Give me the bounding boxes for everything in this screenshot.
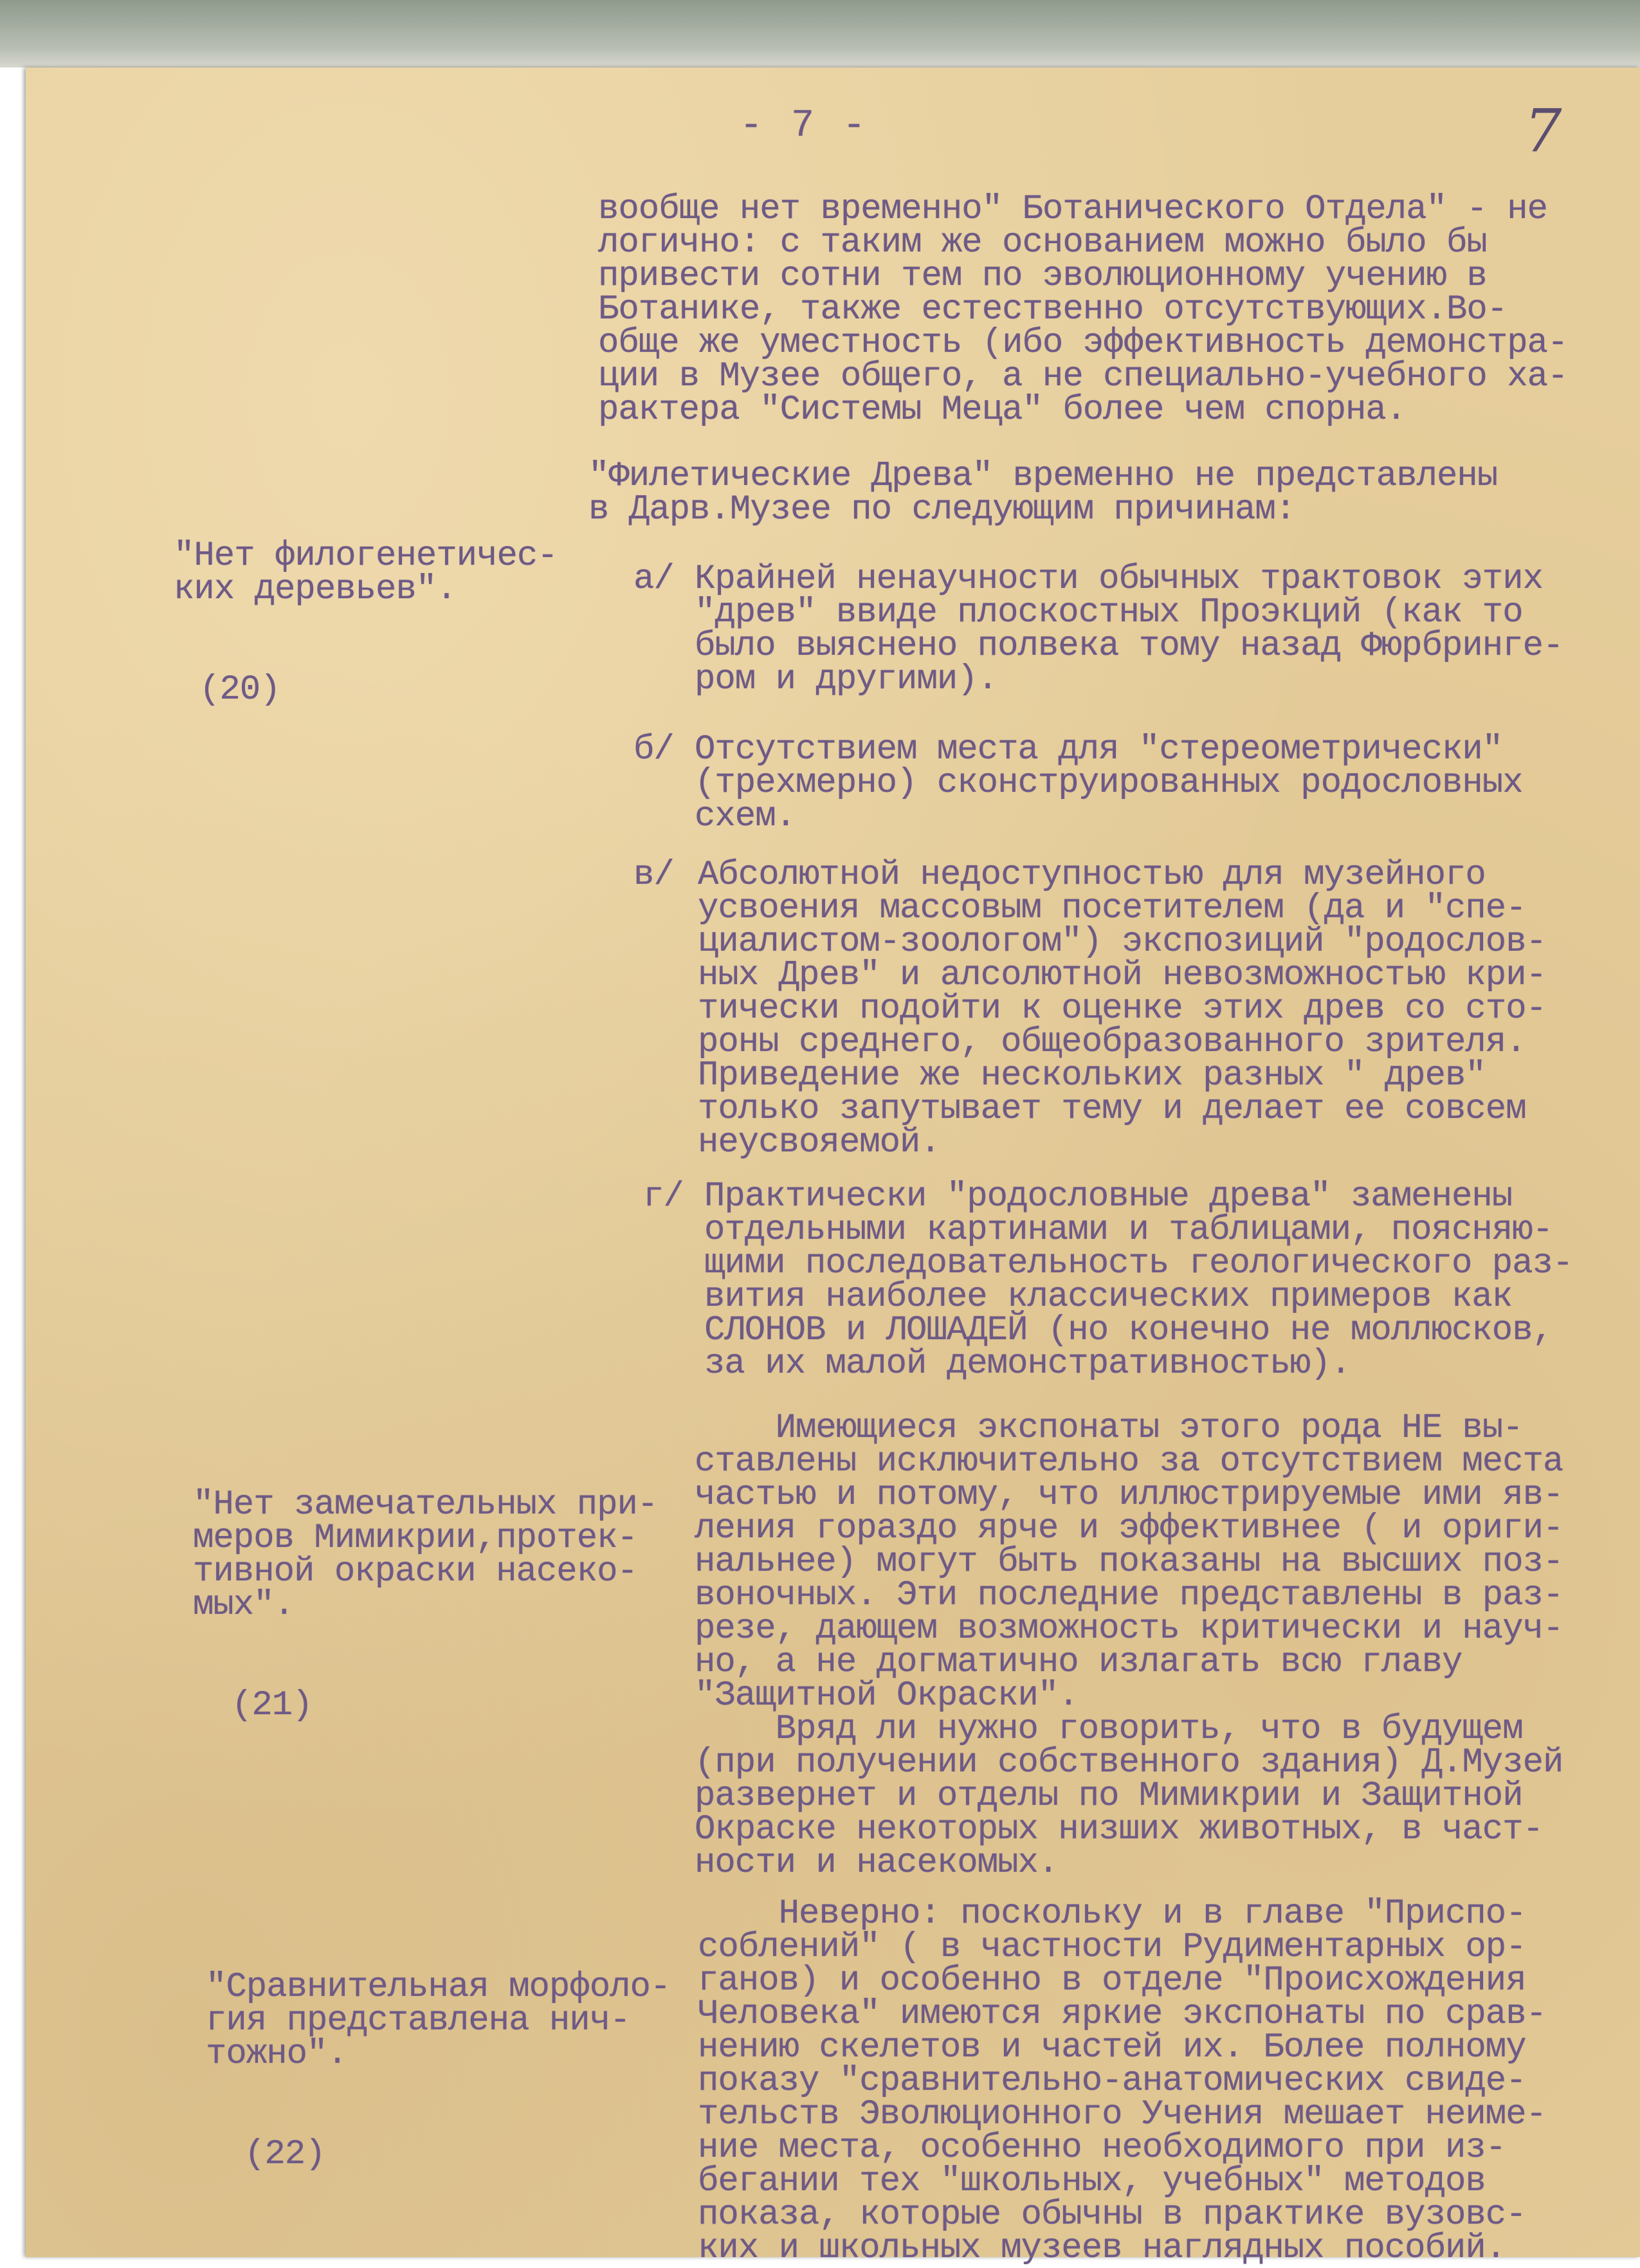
text-line: Практически "родословные древа" заменены bbox=[704, 1177, 1513, 1216]
item-a-text bbox=[695, 560, 1563, 699]
text-line: Имеющиеся экспонаты этого рода НЕ вы- bbox=[695, 1409, 1523, 1448]
text-line: частью и потому, что иллюстрируемые ими яв- bbox=[695, 1476, 1563, 1515]
handwritten-page-number: 7 bbox=[1524, 96, 1562, 165]
intro-paragraph bbox=[598, 190, 1568, 430]
text-line: Отсутствием места для "стереометрически" bbox=[695, 730, 1503, 769]
phyletic-trees-intro bbox=[588, 457, 1498, 529]
text-line: рактера "Системы Меца" более чем спорна. bbox=[598, 390, 1407, 430]
text-line: показу "сравнительно-анатомических свиде- bbox=[698, 2062, 1526, 2101]
text-line: нальнее) могут быть показаны на высших поз- bbox=[695, 1542, 1563, 1582]
text-line: усвоения массовым посетителем (да и "спе- bbox=[698, 889, 1526, 928]
text-line: (при получении собственного здания) Д.Музей bbox=[695, 1743, 1563, 1782]
text-line: развернет и отделы по Мимикрии и Защитной bbox=[695, 1777, 1523, 1816]
text-line: за их малой демонстративностью). bbox=[704, 1344, 1351, 1384]
remark-20 bbox=[174, 473, 558, 740]
text-line: "Защитной Окраски". bbox=[695, 1676, 1079, 1715]
text-line: "Нет филогенетичес- bbox=[174, 536, 558, 576]
item-b-label: б/ bbox=[633, 730, 674, 769]
item-v-label: в/ bbox=[633, 855, 674, 895]
remark-21-text bbox=[193, 1485, 658, 1625]
text-line: ности и насекомых. bbox=[695, 1843, 1059, 1883]
item-a-label: а/ bbox=[633, 560, 674, 599]
text-line: ких деревьев". bbox=[174, 570, 457, 609]
text-line: отдельными картинами и таблицами, поясняю- bbox=[704, 1211, 1553, 1250]
text-line: Человека" имеются яркие экспонаты по срав- bbox=[698, 1995, 1547, 2034]
text-line: ления гораздо ярче и эффективнее ( и ориги- bbox=[695, 1509, 1563, 1548]
text-line: тельств Эволюционного Учения мешает неиме- bbox=[698, 2095, 1547, 2134]
text-line: неусвояемой. bbox=[698, 1123, 940, 1162]
remark-20-text bbox=[174, 536, 558, 609]
text-line: вообще нет временно" Ботанического Отдела" - не bbox=[598, 190, 1548, 229]
text-line: в Дарв.Музее по следующим причинам: bbox=[588, 490, 1296, 529]
remark-22-text bbox=[206, 1968, 671, 2074]
text-line: мых". bbox=[193, 1586, 295, 1625]
item-v-text bbox=[698, 855, 1547, 1162]
text-line: тически подойти к оценке этих древ со сто- bbox=[698, 989, 1547, 1029]
text-line: нению скелетов и частей их. Более полному bbox=[698, 2028, 1526, 2067]
text-line: ции в Музее общего, а не специально-учебного ха- bbox=[598, 357, 1568, 396]
text-line: ких и школьных музеев наглядных пособий. bbox=[698, 2229, 1506, 2268]
text-line: показа, которые обычны в практике вузовс- bbox=[698, 2195, 1526, 2235]
remark-22-ref: (22) bbox=[244, 2135, 325, 2174]
text-line: СЛОНОВ и ЛОШАДЕЙ (но конечно не моллюсков, bbox=[704, 1311, 1553, 1350]
text-line: бегании тех "школьных, учебных" методов bbox=[698, 2162, 1486, 2201]
text-line: привести сотни тем по эволюционному учению в bbox=[598, 257, 1487, 296]
text-line: "Филетические Древа" временно не представлены bbox=[588, 457, 1498, 496]
text-line: Окраске некоторых низших животных, в част- bbox=[695, 1810, 1544, 1849]
text-line: тожно". bbox=[206, 2035, 347, 2074]
text-line: обще же уместность (ибо эффективность демонстра- bbox=[598, 324, 1568, 363]
text-line: воночных. Эти последние представлены в раз- bbox=[695, 1576, 1563, 1615]
text-line: Абсолютной недоступностью для музейного bbox=[698, 855, 1486, 895]
text-line: Вряд ли нужно говорить, что в будущем bbox=[695, 1710, 1523, 1749]
text-line: щими последовательность геологического раз- bbox=[704, 1244, 1573, 1283]
typed-page-number: - 7 - bbox=[740, 104, 869, 148]
remark-22 bbox=[206, 1904, 670, 2205]
text-line: но, а не догматично излагать всю главу bbox=[695, 1643, 1462, 1682]
remark-21 bbox=[193, 1422, 657, 1756]
text-line: ставлены исключительно за отсутствием места bbox=[695, 1442, 1563, 1481]
text-line: роны среднего, общеобразованного зрителя. bbox=[698, 1023, 1526, 1062]
text-line: соблений" ( в частности Рудиментарных ор- bbox=[698, 1928, 1526, 1967]
remark-20-ref: (20) bbox=[199, 670, 280, 709]
item-b-text bbox=[695, 730, 1523, 836]
text-line: "Нет замечательных при- bbox=[193, 1485, 658, 1524]
mimicry-paragraph bbox=[695, 1409, 1563, 1883]
text-line: ром и другими). bbox=[695, 660, 998, 699]
item-g-text bbox=[704, 1177, 1573, 1384]
text-line: Ботанике, также естественно отсутствующих.Во- bbox=[598, 290, 1508, 329]
text-line: Приведение же нескольких разных " древ" bbox=[698, 1056, 1486, 1095]
text-line: "древ" ввиде плоскостных Проэкций (как то bbox=[695, 593, 1523, 632]
text-line: гия представлена нич- bbox=[206, 2001, 630, 2040]
text-line: ние места, особенно необходимого при из- bbox=[698, 2128, 1506, 2168]
text-line: логично: с таким же основанием можно было бы bbox=[598, 223, 1487, 262]
item-g-label: г/ bbox=[643, 1177, 684, 1216]
text-line: ганов) и особенно в отделе "Происхождения bbox=[698, 1961, 1526, 2000]
text-line: Крайней ненаучности обычных трактовок этих bbox=[695, 560, 1544, 599]
text-line: ных Древ" и алсолютной невозможностью кри- bbox=[698, 956, 1547, 995]
text-line: только запутывает тему и делает ее совсем bbox=[698, 1090, 1526, 1129]
text-line: вития наиболее классических примеров как bbox=[704, 1277, 1513, 1317]
remark-21-ref: (21) bbox=[232, 1686, 313, 1725]
text-line: меров Мимикрии,протек- bbox=[193, 1519, 637, 1558]
morphology-paragraph bbox=[698, 1894, 1547, 2268]
text-line: "Сравнительная морфоло- bbox=[206, 1968, 671, 2007]
scanner-background bbox=[0, 0, 1640, 68]
text-line: (трехмерно) сконструированных родословных bbox=[695, 764, 1523, 803]
text-line: циалистом-зоологом") экспозиций "родослов- bbox=[698, 922, 1547, 962]
text-line: было выяснено полвека тому назад Фюрбринге- bbox=[695, 626, 1563, 666]
text-line: схем. bbox=[695, 797, 796, 836]
text-line: резе, дающем возможность критически и науч- bbox=[695, 1609, 1563, 1649]
text-line: Неверно: поскольку и в главе "Приспо- bbox=[698, 1894, 1526, 1934]
text-line: тивной окраски насеко- bbox=[193, 1552, 637, 1591]
